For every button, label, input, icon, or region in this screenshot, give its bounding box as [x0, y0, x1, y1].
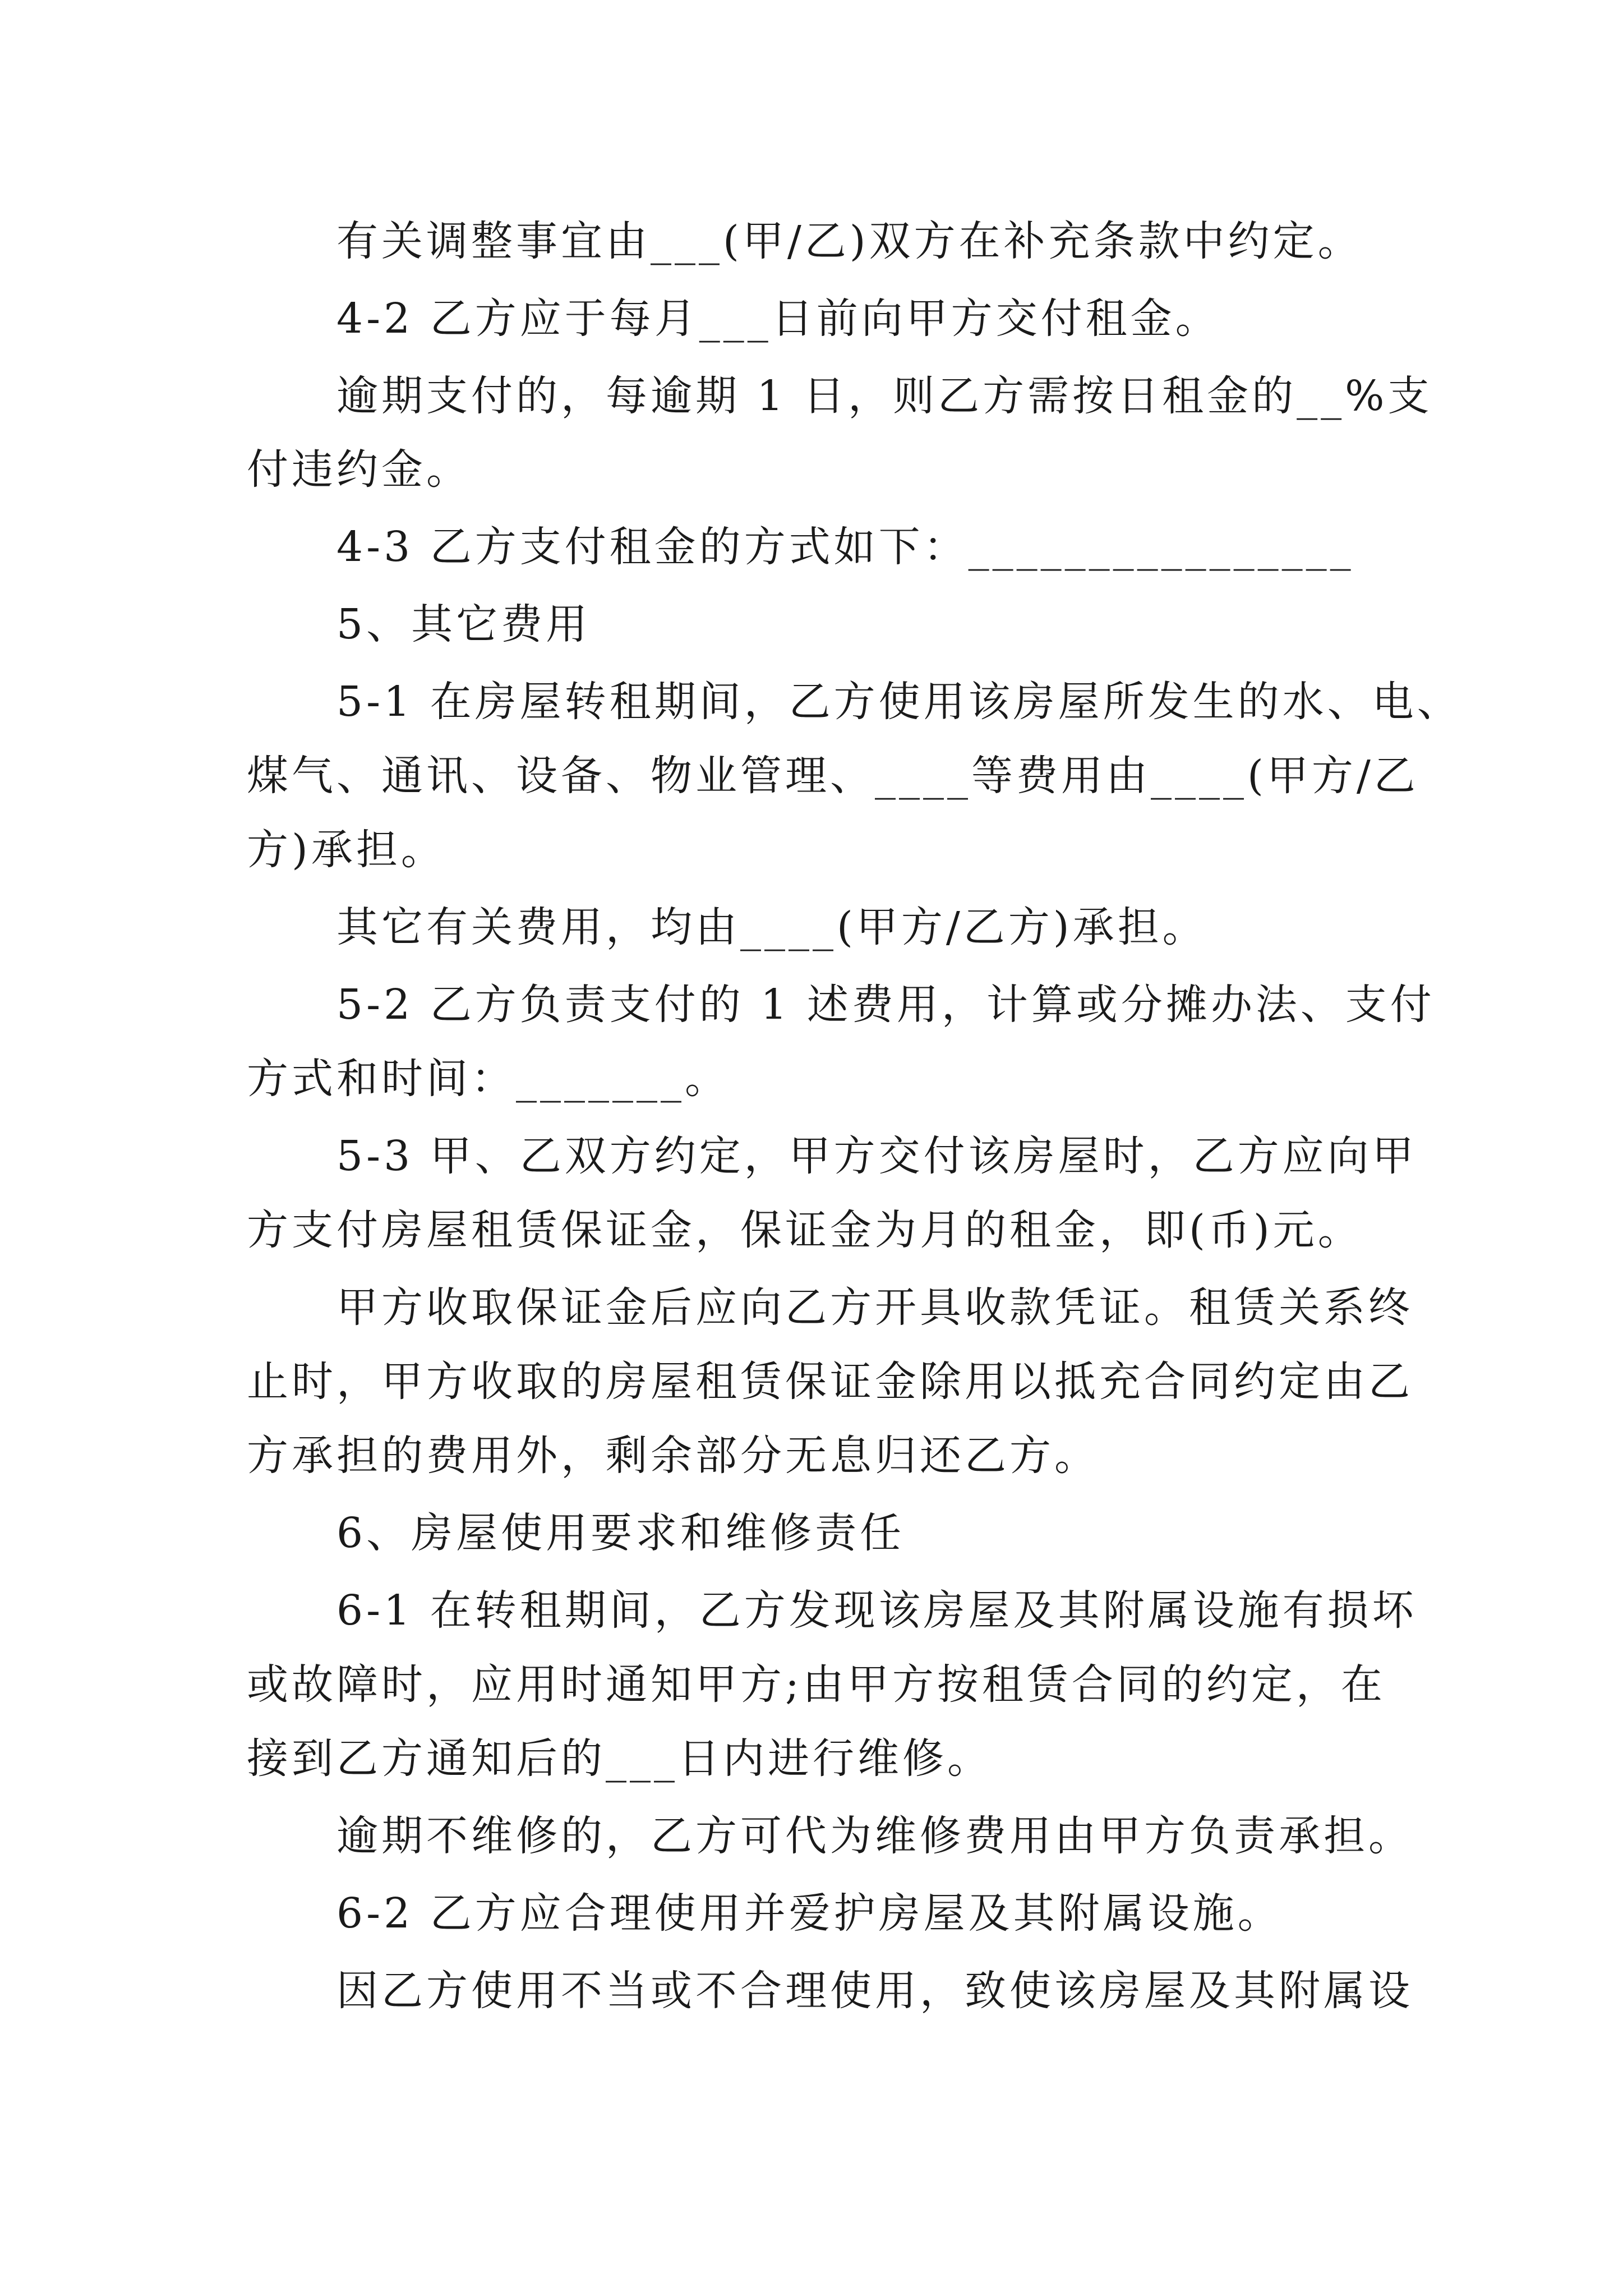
- text-line: 煤气、通讯、设备、物业管理、____等费用由____(甲方/乙: [247, 752, 1419, 800]
- section-heading: 6、房屋使用要求和维修责任: [336, 1509, 905, 1557]
- text-line: 方式和时间：_______。: [247, 1055, 730, 1103]
- text-line: 5-1 在房屋转租期间，乙方使用该房屋所发生的水、电、: [336, 678, 1462, 726]
- document-page: [247, 0, 1462, 2296]
- text-line: 4-3 乙方支付租金的方式如下：________________: [336, 523, 1354, 571]
- text-line: 4-2 乙方应于每月___日前向甲方交付租金。: [336, 295, 1220, 343]
- text-line: 逾期支付的，每逾期 1 日，则乙方需按日租金的__%支: [336, 372, 1433, 420]
- text-line: 因乙方使用不当或不合理使用，致使该房屋及其附属设: [336, 1967, 1413, 2015]
- text-line: 甲方收取保证金后应向乙方开具收款凭证。租赁关系终: [336, 1283, 1413, 1332]
- text-line: 付违约金。: [247, 445, 471, 494]
- text-line: 5-2 乙方负责支付的 1 述费用，计算或分摊办法、支付: [336, 981, 1435, 1029]
- text-line: 逾期不维修的，乙方可代为维修费用由甲方负责承担。: [336, 1812, 1413, 1860]
- text-line: 方)承担。: [247, 826, 446, 874]
- text-line: 有关调整事宜由___(甲/乙)双方在补充条款中约定。: [336, 217, 1363, 265]
- text-line: 接到乙方通知后的___日内进行维修。: [247, 1734, 992, 1783]
- text-line: 或故障时，应用时通知甲方;由甲方按租赁合同的约定，在: [247, 1660, 1386, 1709]
- text-line: 方承担的费用外，剩余部分无息归还乙方。: [247, 1432, 1099, 1480]
- text-line: 其它有关费用，均由____(甲方/乙方)承担。: [336, 903, 1207, 951]
- text-line: 6-1 在转租期间，乙方发现该房屋及其附属设施有损坏: [336, 1586, 1417, 1635]
- section-heading: 5、其它费用: [336, 600, 591, 648]
- text-line: 6-2 乙方应合理使用并爱护房屋及其附属设施。: [336, 1889, 1283, 1938]
- text-line: 止时，甲方收取的房屋租赁保证金除用以抵充合同约定由乙: [247, 1358, 1413, 1406]
- text-line: 5-3 甲、乙双方约定，甲方交付该房屋时，乙方应向甲: [336, 1132, 1417, 1180]
- text-line: 方支付房屋租赁保证金，保证金为月的租金，即(币)元。: [247, 1206, 1363, 1254]
